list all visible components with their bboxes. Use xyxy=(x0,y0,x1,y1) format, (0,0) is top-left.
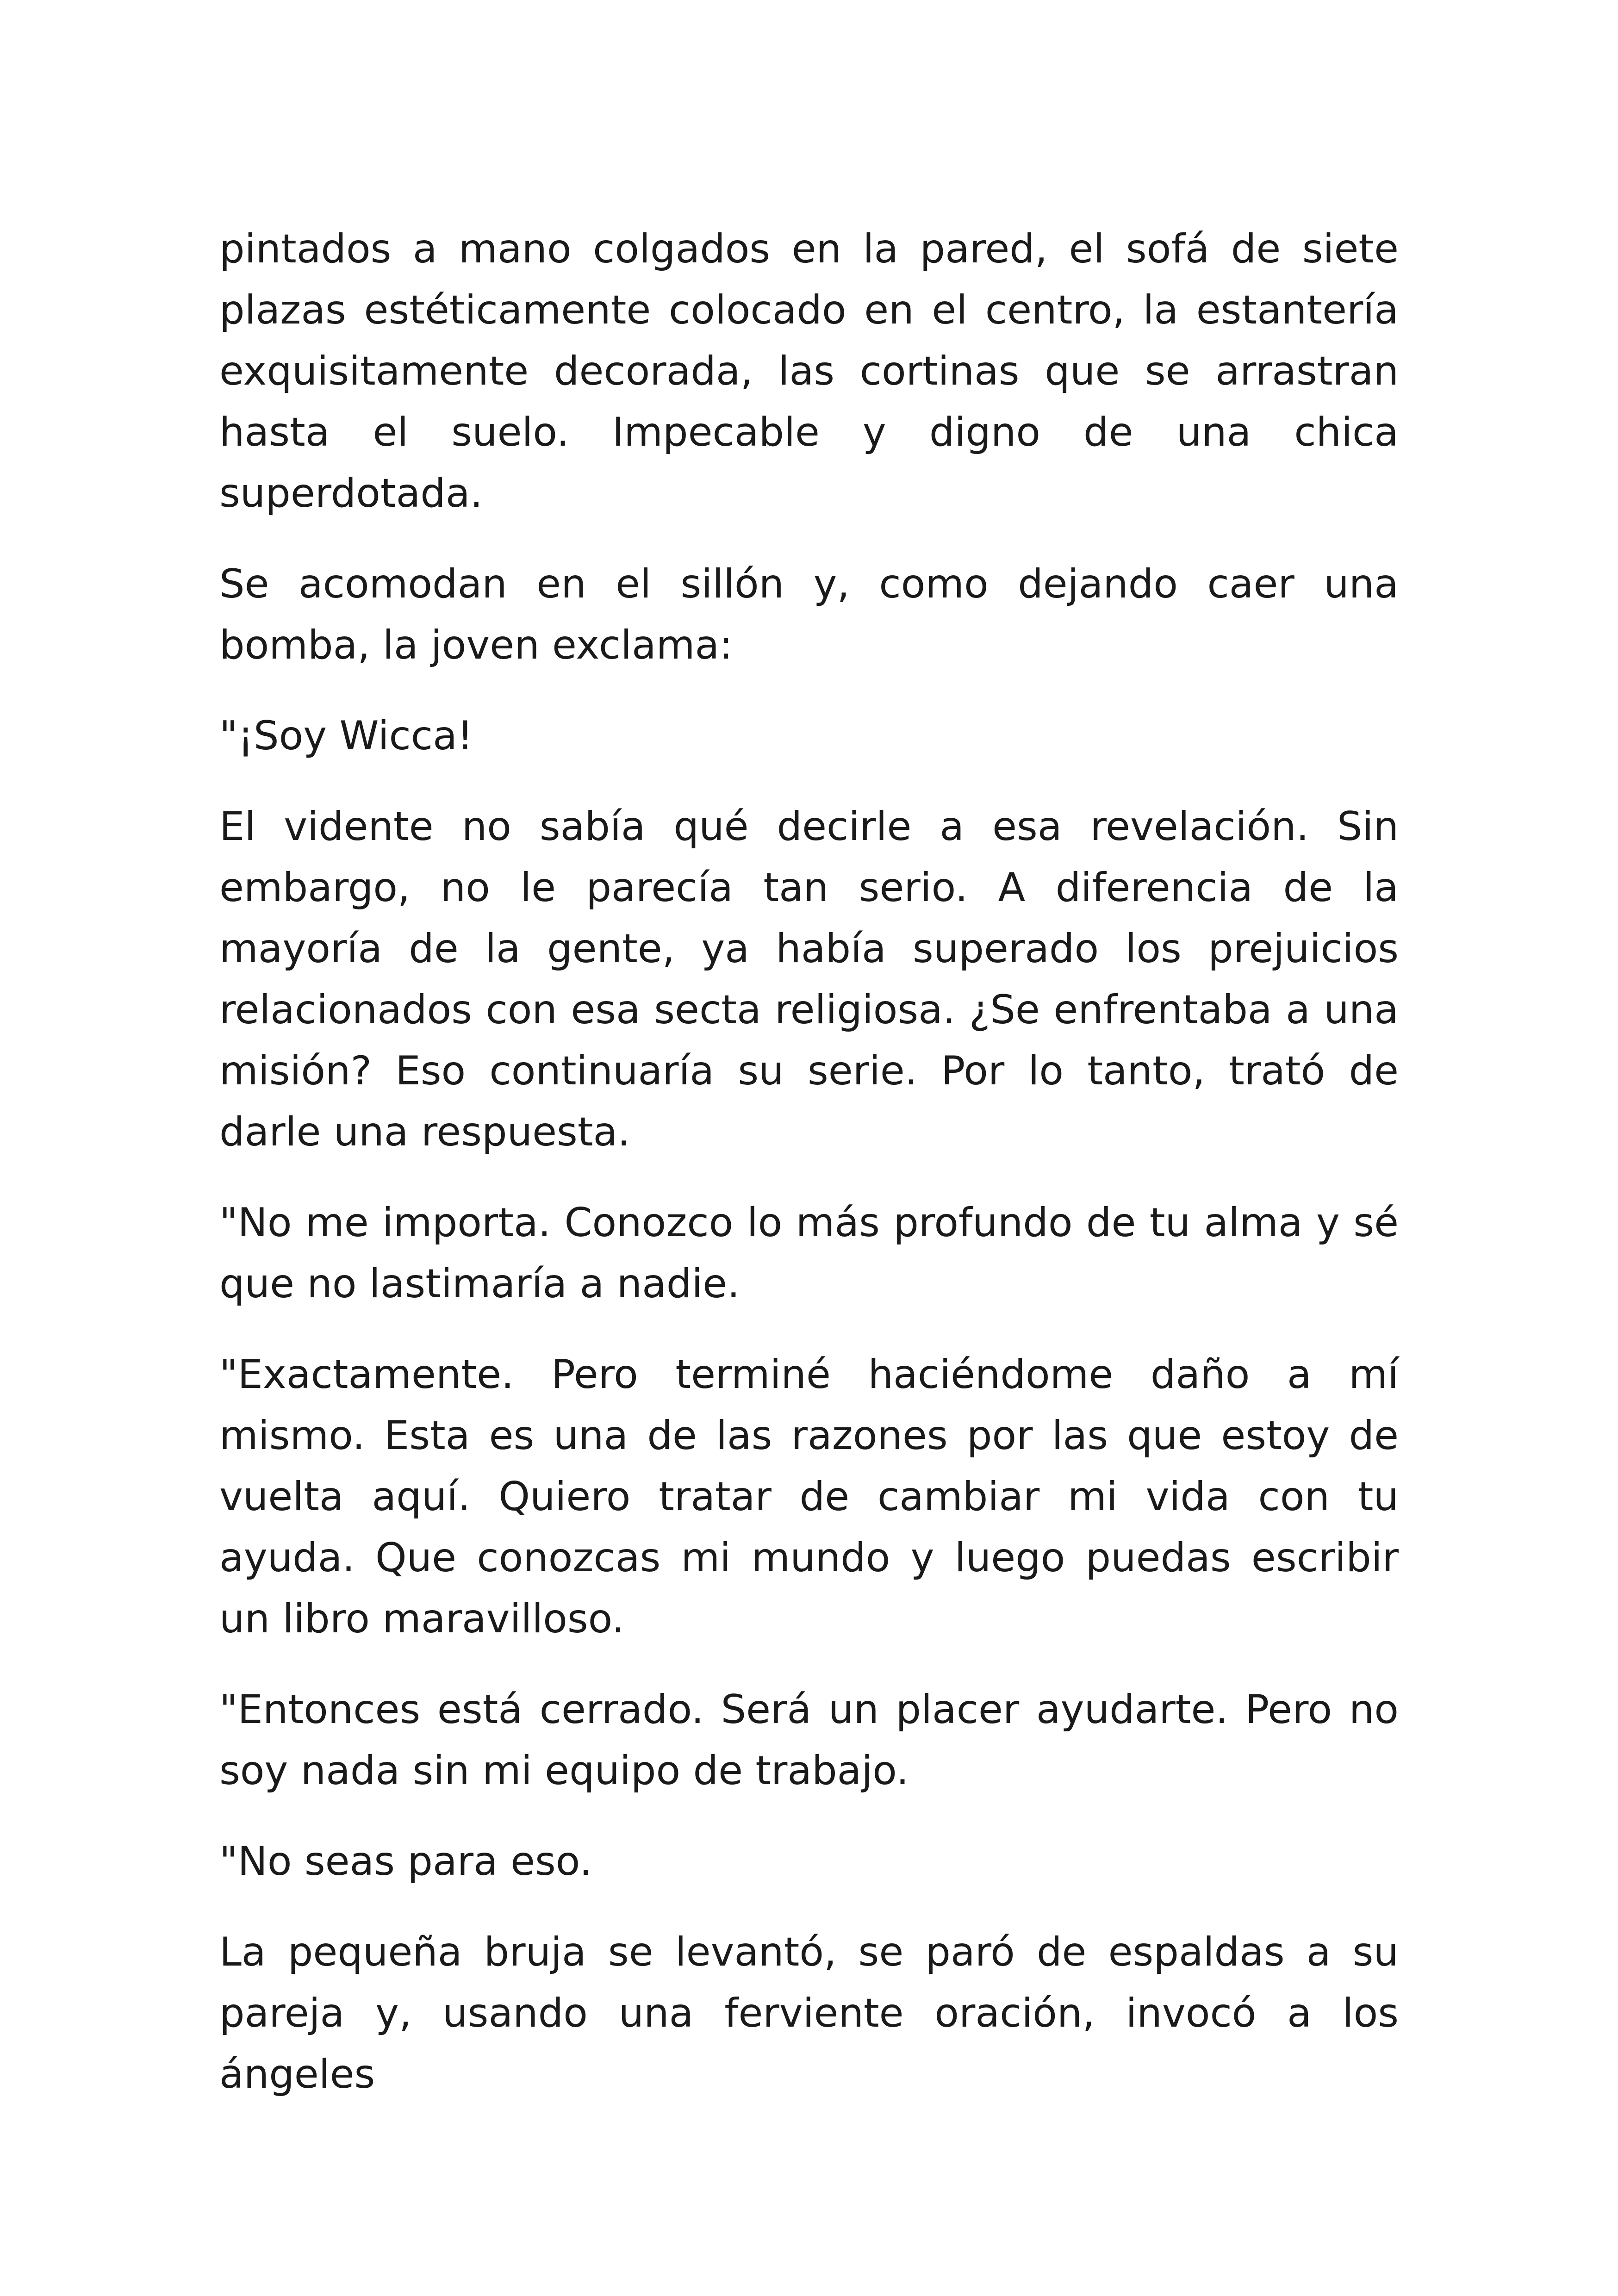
paragraph: Se acomodan en el sillón y, como dejando caer una bomba, la joven exclama: xyxy=(219,561,1399,668)
paragraph: El vidente no sabía qué decirle a esa revelación. Sin embargo, no le parecía tan serio. A diferencia de la mayoría de la gente, ya había superado los prejuicios relacionados con esa secta religiosa. ¿Se enfrentaba a una misión? Eso continuaría su serie. Por lo tanto, trató de darle una respuesta. xyxy=(219,803,1399,1155)
paragraph: "No me importa. Conozco lo más profundo de tu alma y sé que no lastimaría a nadie. xyxy=(219,1200,1399,1307)
paragraph: "Exactamente. Pero terminé haciéndome daño a mí mismo. Esta es una de las razones por las que estoy de vuelta aquí. Quiero tratar de cambiar mi vida con tu ayuda. Que conozcas mi mundo y luego puedas escribir un libro maravilloso. xyxy=(219,1351,1399,1642)
paragraph: La pequeña bruja se levantó, se paró de espaldas a su pareja y, usando una ferviente oración, invocó a los ángeles xyxy=(219,1929,1399,2097)
paragraph: "Entonces está cerrado. Será un placer ayudarte. Pero no soy nada sin mi equipo de trabajo. xyxy=(219,1686,1399,1794)
paragraph: "¡Soy Wicca! xyxy=(219,713,473,759)
body-text xyxy=(219,218,1399,2134)
paragraph: pintados a mano colgados en la pared, el sofá de siete plazas estéticamente colocado en el centro, la estantería exquisitamente decorada, las cortinas que se arrastran hasta el suelo. Impecable y digno de una chica superdotada. xyxy=(219,226,1399,516)
paragraph: "No seas para eso. xyxy=(219,1838,592,1885)
